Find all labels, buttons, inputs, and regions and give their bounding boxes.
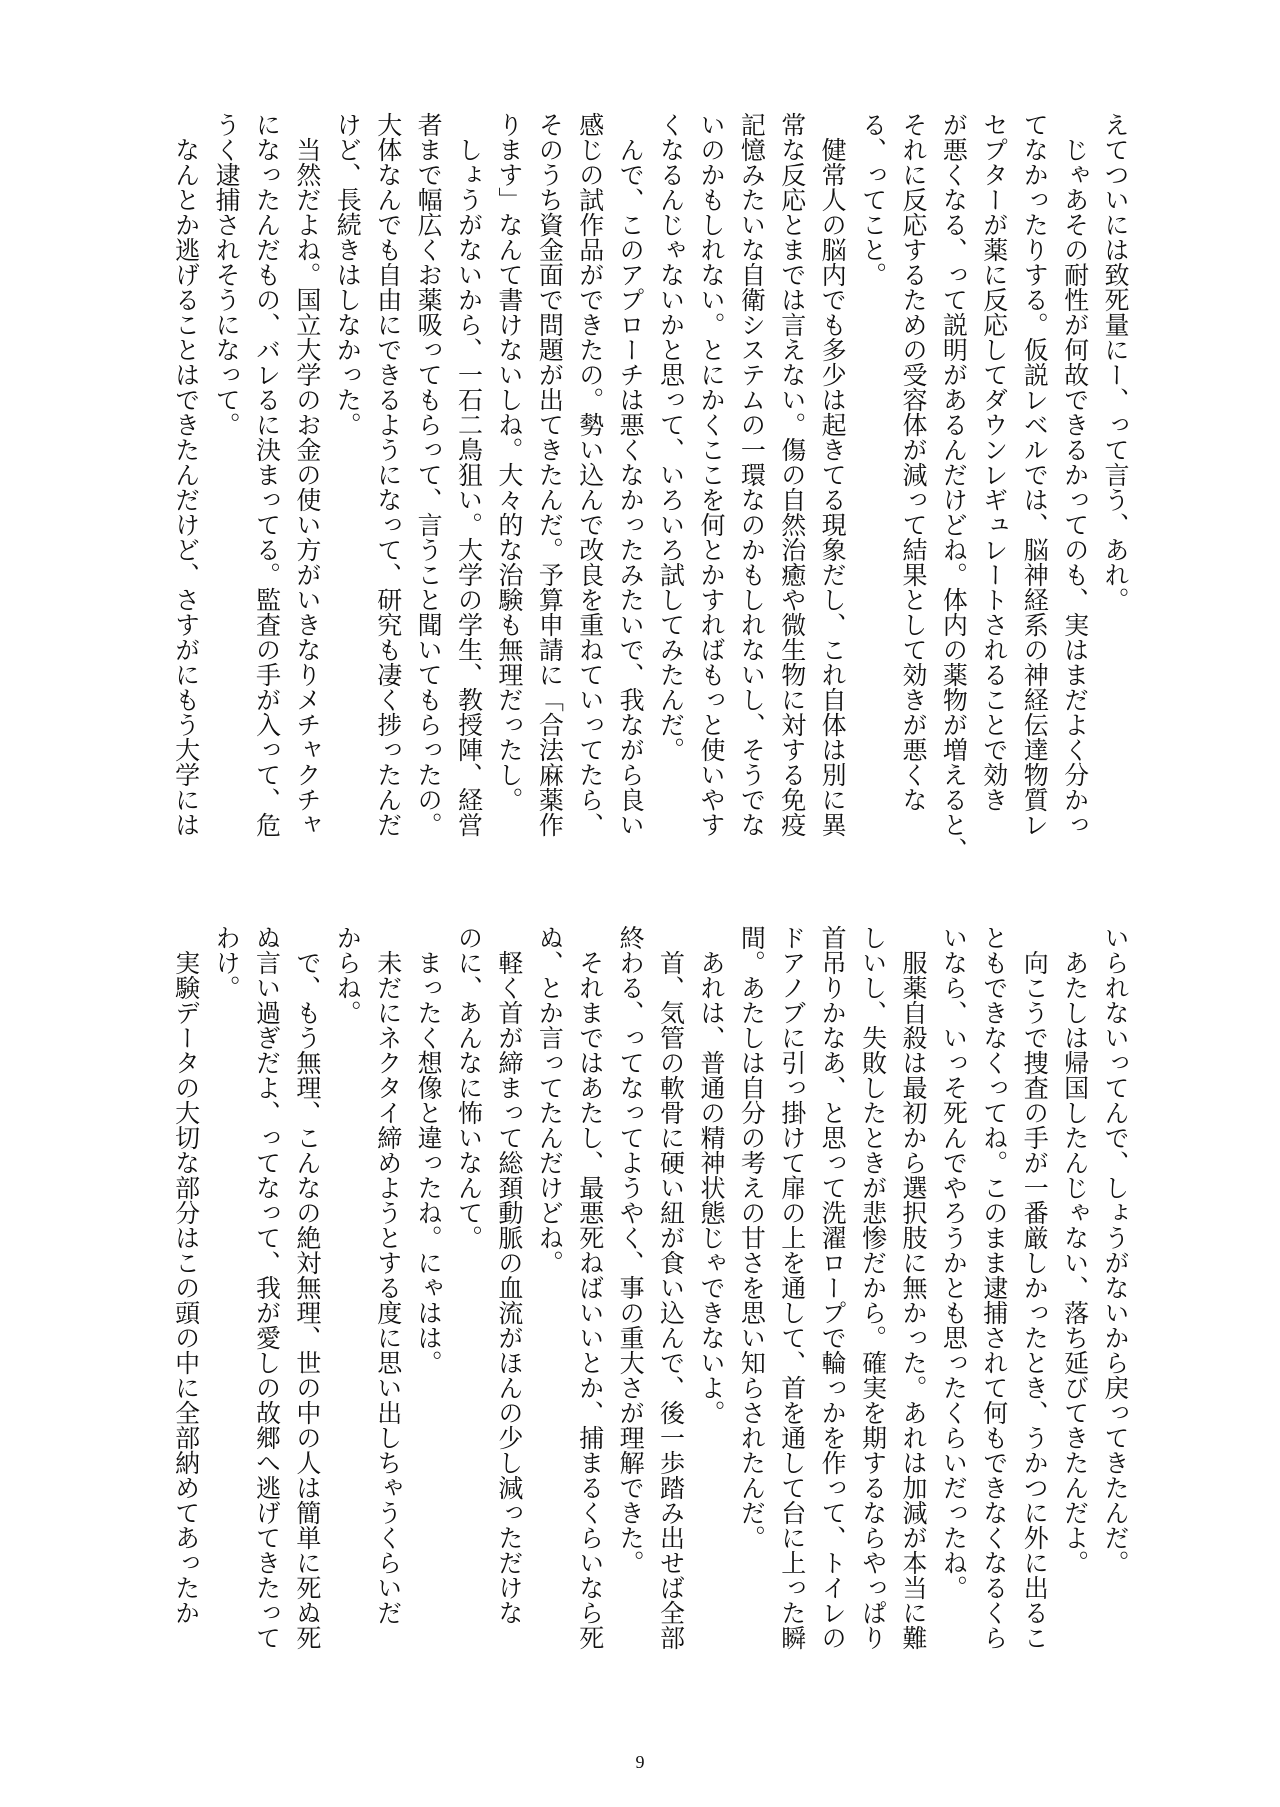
text-column: まったく想像と違ったね。にゃはは。 [414, 925, 444, 1375]
text-column: セプターが薬に反応してダウンレギュレートされることで効き [979, 112, 1009, 812]
text-column: えてついには致死量にー、って言う、あれ。 [1101, 112, 1130, 612]
text-column: ともできなくってね。このまま逮捕されて何もできなくなるくら [979, 925, 1009, 1650]
text-column: ります」なんて書けないしね。大々的な治験も無理だったし。 [494, 112, 524, 812]
text-column: 服薬自殺は最初から選択肢に無かった。あれは加減が本当に難 [898, 925, 928, 1650]
text-column: あれは、普通の精神状態じゃできないよ。 [696, 925, 726, 1425]
text-column: 大体なんでも自由にできるようになって、研究も凄く捗ったんだ [373, 112, 403, 837]
text-column: それまではあたし、最悪死ねばいいとか、捕まるくらいなら死 [575, 925, 605, 1650]
text-column: ぬ、とか言ってたんだけどね。 [535, 925, 565, 1275]
text-column: 首、気管の軟骨に硬い紐が食い込んで、後一歩踏み出せば全部 [656, 925, 686, 1650]
text-column: そのうち資金面で問題が出てきたんだ。予算申請に「合法麻薬作 [535, 112, 565, 837]
text-column: のに、あんなに怖いなんて。 [454, 925, 484, 1250]
text-column: になったんだもの、バレるに決まってる。監査の手が入って、危 [252, 112, 282, 837]
text-column: んで、このアプローチは悪くなかったみたいで、我ながら良い [616, 112, 646, 837]
bottom-text-block [125, 925, 1135, 1670]
text-column: 当然だよね。国立大学のお金の使い方がいきなりメチャクチャ [292, 112, 322, 837]
top-text-block [125, 112, 1135, 862]
text-column: る、ってこと。 [858, 112, 888, 287]
text-column: しょうがないから、一石二鳥狙い。大学の学生、教授陣、経営 [454, 112, 484, 837]
text-column: てなかったりする。仮説レベルでは、脳神経系の神経伝達物質レ [1020, 112, 1050, 837]
text-column: 常な反応とまでは言えない。傷の自然治癒や微生物に対する免疫 [777, 112, 807, 837]
text-column: けど、長続きはしなかった。 [333, 112, 363, 437]
text-column: いなら、いっそ死んでやろうかとも思ったくらいだったね。 [939, 925, 969, 1600]
text-column: なんとか逃げることはできたんだけど、さすがにもう大学には [171, 112, 201, 837]
text-column: 記憶みたいな自衛システムの一環なのかもしれないし、そうでな [737, 112, 767, 837]
page-number: 9 [635, 1752, 645, 1772]
text-column: 未だにネクタイ締めようとする度に思い出しちゃうくらいだ [373, 925, 403, 1625]
text-column: 間。あたしは自分の考えの甘さを思い知らされたんだ。 [737, 925, 767, 1550]
text-column: 感じの試作品ができたの。勢い込んで改良を重ねていってたら、 [575, 112, 605, 837]
text-column: じゃあその耐性が何故できるかってのも、実はまだよく分かっ [1060, 112, 1090, 837]
text-column: が悪くなる、って説明があるんだけどね。体内の薬物が増えると、 [939, 112, 969, 862]
text-column: 実験データの大切な部分はこの頭の中に全部納めてあったか [171, 925, 201, 1625]
text-column: 健常人の脳内でも多少は起きてる現象だし、これ自体は別に異 [818, 112, 848, 837]
text-column: わけ。 [212, 925, 242, 1000]
text-column: 者まで幅広くお薬吸ってもらって、言うこと聞いてもらったの。 [414, 112, 444, 837]
text-column: ぬ言い過ぎだよ、ってなって、我が愛しの故郷へ逃げてきたって [252, 925, 282, 1650]
text-column: 軽く首が締まって総頚動脈の血流がほんの少し減っただけな [494, 925, 524, 1625]
text-column: ドアノブに引っ掛けて扉の上を通して、首を通して台に上った瞬 [777, 925, 807, 1650]
text-column: 向こうで捜査の手が一番厳しかったとき、うかつに外に出るこ [1020, 925, 1050, 1650]
text-column: いられないってんで、しょうがないから戻ってきたんだ。 [1101, 925, 1130, 1575]
text-column: いのかもしれない。とにかくここを何とかすればもっと使いやす [696, 112, 726, 837]
text-column: で、もう無理、こんなの絶対無理、世の中の人は簡単に死ぬ死 [292, 925, 322, 1650]
text-column: からね。 [333, 925, 363, 1025]
text-column: それに反応するための受容体が減って結果として効きが悪くな [898, 112, 928, 812]
text-column: あたしは帰国したんじゃない、落ち延びてきたんだよ。 [1060, 925, 1090, 1575]
text-column: しいし、失敗したときが悲惨だから。確実を期するならやっぱり [858, 925, 888, 1650]
text-column: 終わる、ってなってようやく、事の重大さが理解できた。 [616, 925, 646, 1575]
text-column: くなるんじゃないかと思って、いろいろ試してみたんだ。 [656, 112, 686, 762]
text-column: うく逮捕されそうになって。 [212, 112, 242, 437]
text-column: 首吊りかなあ、と思って洗濯ロープで輪っかを作って、トイレの [818, 925, 848, 1650]
